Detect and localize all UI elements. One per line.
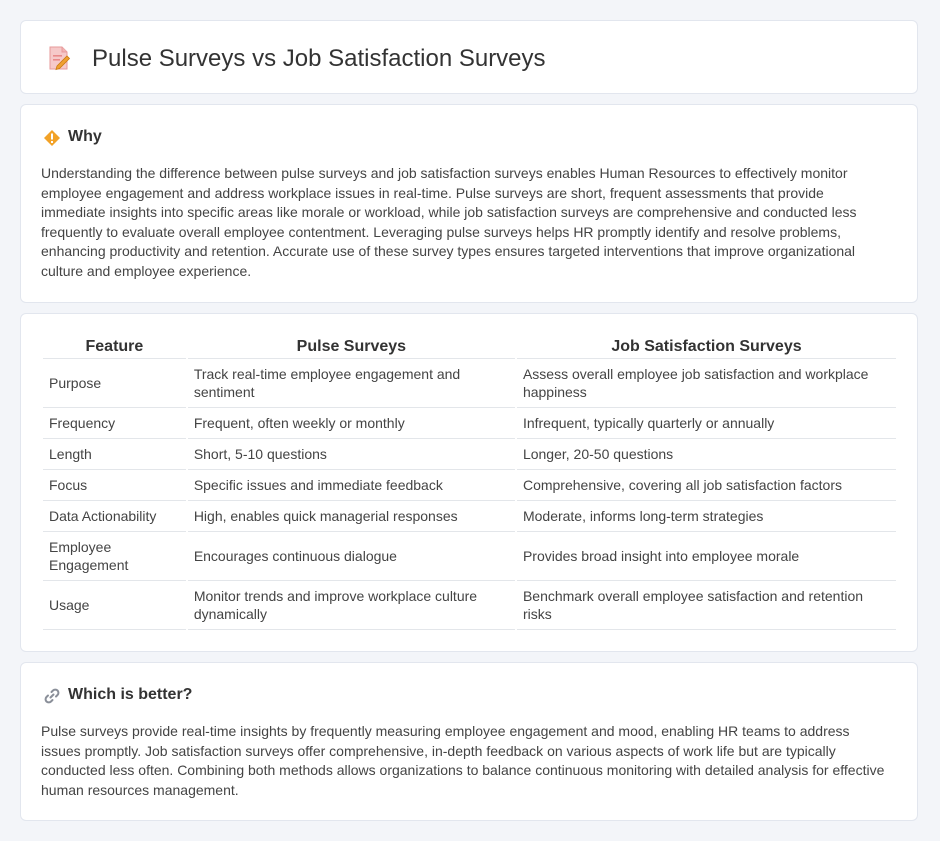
why-title: Why (68, 128, 102, 145)
table-row (43, 359, 896, 408)
document-pen-icon (47, 45, 71, 71)
pulse-cell: High, enables quick managerial responses (188, 501, 515, 532)
feature-cell: Usage (43, 581, 186, 630)
table-row (43, 581, 896, 630)
feature-cell: Employee Engagement (43, 532, 186, 581)
pulse-cell: Specific issues and immediate feedback (188, 470, 515, 501)
table-row (43, 439, 896, 470)
header-feature: Feature (43, 336, 186, 359)
table-row (43, 501, 896, 532)
header-job-satisfaction-surveys: Job Satisfaction Surveys (517, 336, 896, 359)
feature-cell: Frequency (43, 408, 186, 439)
job-satisfaction-cell: Assess overall employee job satisfaction and workplace happiness (517, 359, 896, 408)
comparison-table (41, 336, 898, 630)
job-satisfaction-cell: Comprehensive, covering all job satisfaction factors (517, 470, 896, 501)
diamond-warning-icon (43, 129, 61, 147)
job-satisfaction-cell: Moderate, informs long-term strategies (517, 501, 896, 532)
table-row (43, 532, 896, 581)
feature-cell: Focus (43, 470, 186, 501)
header-card (20, 20, 918, 94)
job-satisfaction-cell: Infrequent, typically quarterly or annually (517, 408, 896, 439)
which-is-better-section (20, 662, 918, 821)
link-icon (43, 687, 61, 705)
pulse-cell: Short, 5-10 questions (188, 439, 515, 470)
why-section (20, 104, 918, 303)
why-paragraph: Understanding the difference between pulse surveys and job satisfaction surveys enables Human Resources to effectively monitor employee engagement and address workplace issues in real-time. Pulse surveys are short, frequent assessments that provide immediate insights into specific areas like morale or workload, while job satisfaction surveys are comprehensive and conducted less frequently to evaluate overall employee contentment. Leveraging pulse surveys helps HR promptly identify and resolve problems, enhancing productivity and retention. Accurate use of these survey types ensures targeted interventions that improve organizational culture and employee experience. (41, 165, 857, 279)
which-is-better-title: Which is better? (68, 686, 193, 703)
table-header-row (43, 336, 896, 359)
table-row (43, 470, 896, 501)
pulse-cell: Monitor trends and improve workplace culture dynamically (188, 581, 515, 630)
feature-cell: Purpose (43, 359, 186, 408)
pulse-cell: Track real-time employee engagement and sentiment (188, 359, 515, 408)
page-title: Pulse Surveys vs Job Satisfaction Surveys (92, 45, 546, 72)
which-is-better-paragraph: Pulse surveys provide real-time insights by frequently measuring employee engagement and mood, enabling HR teams to address issues promptly. Job satisfaction surveys offer comprehensive, in-depth feedback on various aspects of work life but are typically conducted less often. Combining both methods allows organizations to balance continuous monitoring with detailed analysis for effective human resources management. (41, 723, 885, 798)
feature-cell: Length (43, 439, 186, 470)
comparison-section (20, 313, 918, 652)
job-satisfaction-cell: Provides broad insight into employee morale (517, 532, 896, 581)
table-row (43, 408, 896, 439)
job-satisfaction-cell: Benchmark overall employee satisfaction and retention risks (517, 581, 896, 630)
header-pulse-surveys: Pulse Surveys (188, 336, 515, 359)
pulse-cell: Frequent, often weekly or monthly (188, 408, 515, 439)
job-satisfaction-cell: Longer, 20-50 questions (517, 439, 896, 470)
feature-cell: Data Actionability (43, 501, 186, 532)
pulse-cell: Encourages continuous dialogue (188, 532, 515, 581)
